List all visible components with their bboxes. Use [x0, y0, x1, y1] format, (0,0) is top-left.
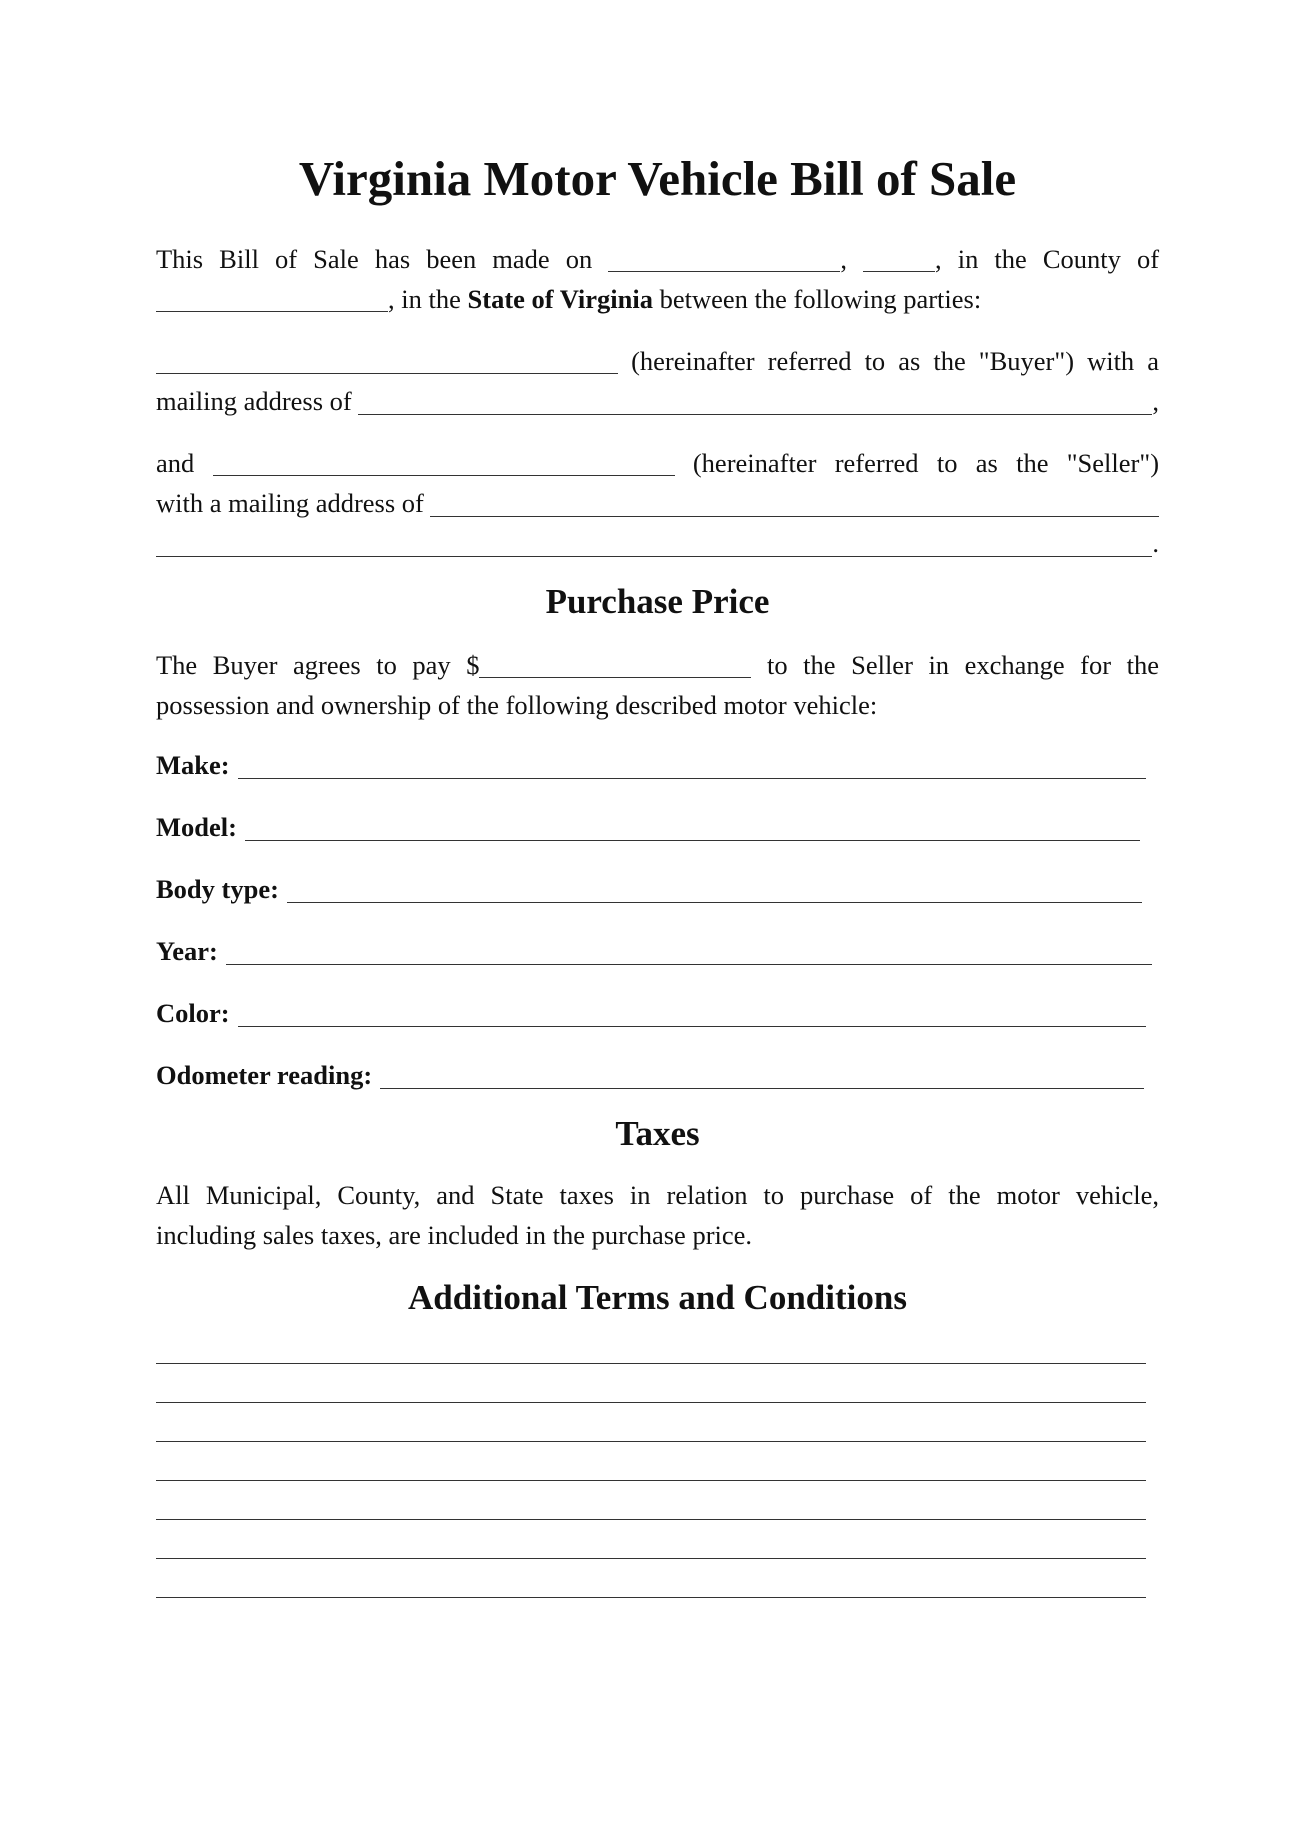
odometer-input[interactable] — [380, 1062, 1144, 1089]
seller-address-field-2[interactable] — [156, 528, 1152, 557]
taxes-line-2: including sales taxes, are included in the purchase price. — [156, 1219, 753, 1250]
year-field[interactable] — [863, 243, 935, 272]
vehicle-fields — [156, 745, 1159, 1095]
document-page — [156, 150, 1159, 1598]
vehicle-field-model: Model: — [156, 807, 1140, 847]
terms-lines — [156, 1325, 1159, 1598]
vehicle-field-body-type: Body type: — [156, 869, 1142, 909]
date-field[interactable] — [608, 243, 840, 272]
vehicle-field-odometer: Odometer reading: — [156, 1055, 1144, 1095]
terms-line[interactable] — [156, 1364, 1146, 1403]
county-field[interactable] — [156, 283, 388, 312]
make-input[interactable] — [238, 752, 1146, 779]
buyer-name-field[interactable] — [156, 345, 618, 374]
terms-line[interactable] — [156, 1403, 1146, 1442]
terms-heading: Additional Terms and Conditions — [408, 1277, 907, 1317]
terms-line[interactable] — [156, 1481, 1146, 1520]
year-input[interactable] — [226, 938, 1152, 965]
vehicle-field-year: Year: — [156, 931, 1152, 971]
seller-name-field[interactable] — [213, 447, 675, 476]
color-input[interactable] — [238, 1000, 1146, 1027]
seller-line-3: . — [156, 523, 1159, 563]
seller-address-field-1[interactable] — [430, 488, 1159, 517]
vehicle-field-color: Color: — [156, 993, 1146, 1033]
buyer-line-1: (hereinafter referred to as the "Buyer") with a — [156, 341, 1159, 381]
purchase-line-2: possession and ownership of the following described motor vehicle: — [156, 689, 878, 720]
terms-line[interactable] — [156, 1442, 1146, 1481]
body-type-input[interactable] — [287, 876, 1142, 903]
vehicle-field-make: Make: — [156, 745, 1146, 785]
buyer-line-2: mailing address of , — [156, 385, 1159, 416]
purchase-line-1: The Buyer agrees to pay $ to the Seller in exchange for the — [156, 649, 1159, 680]
intro-line-1: This Bill of Sale has been made on , , in the County of — [156, 243, 1160, 274]
seller-line-2: with a mailing address of — [156, 483, 1159, 523]
model-input[interactable] — [245, 814, 1140, 841]
intro-line-2: , in the State of Virginia between the following parties: — [156, 279, 1159, 319]
seller-line-1: and (hereinafter referred to as the "Seller") — [156, 447, 1160, 478]
terms-line[interactable] — [156, 1559, 1146, 1598]
taxes-heading: Taxes — [615, 1113, 700, 1153]
terms-line[interactable] — [156, 1520, 1146, 1559]
purchase-price-heading: Purchase Price — [545, 581, 770, 621]
state-name: State of Virginia — [467, 283, 653, 314]
buyer-address-field[interactable] — [358, 386, 1153, 415]
document-title: Virginia Motor Vehicle Bill of Sale — [298, 151, 1017, 206]
price-field[interactable] — [479, 649, 751, 678]
taxes-line-1: All Municipal, County, and State taxes in relation to purchase of the motor vehicle, — [156, 1179, 1159, 1210]
terms-line[interactable] — [156, 1325, 1146, 1364]
